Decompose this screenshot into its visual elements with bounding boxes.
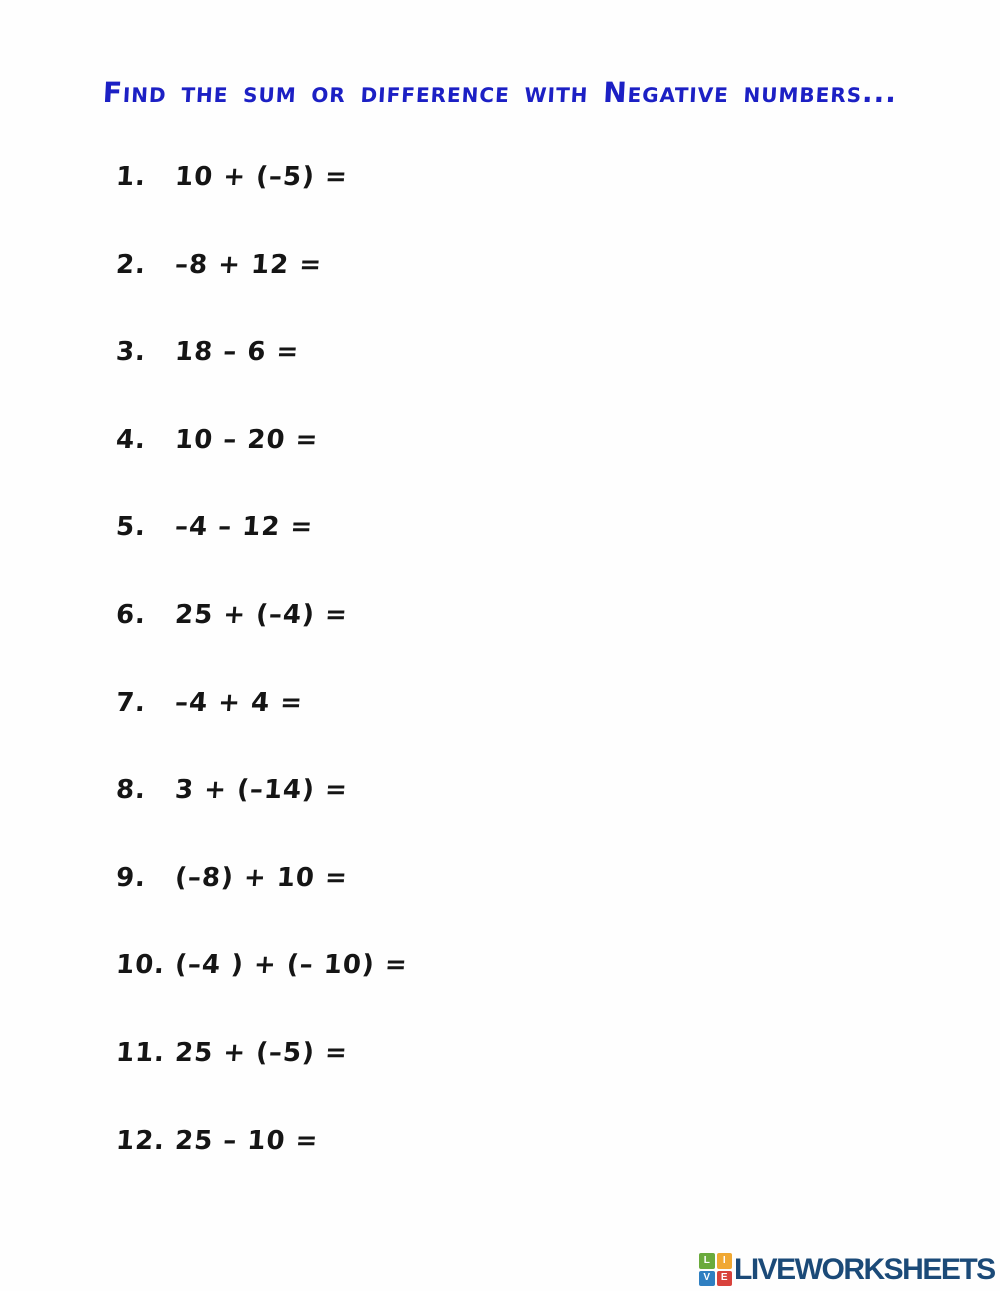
problem-expression: 18 – 6 = — [173, 337, 301, 368]
problem-number: 7. — [114, 687, 148, 718]
logo-tile-l: L — [699, 1253, 715, 1269]
problem-number: 2. — [114, 249, 148, 280]
problem-expression: 10 + (–5) = — [173, 162, 349, 192]
problem-expression: 25 + (–5) = — [173, 1037, 349, 1068]
problem-expression: (–4 ) + (– 10) = — [173, 950, 409, 981]
problem-row-2 — [0, 249, 1000, 280]
logo-tile-e: E — [717, 1271, 733, 1287]
problem-expression: 3 + (–14) = — [173, 775, 349, 806]
problem-number: 9. — [114, 862, 148, 893]
problem-number: 12. — [114, 1125, 167, 1156]
problem-expression: –8 + 12 = — [173, 249, 324, 280]
problem-number: 3. — [114, 337, 148, 368]
problem-number: 4. — [114, 424, 148, 455]
problem-row-1 — [0, 164, 1000, 191]
problem-row-11 — [0, 1037, 1000, 1068]
problem-row-3 — [0, 339, 1000, 366]
problem-row-8 — [0, 777, 1000, 804]
liveworksheets-logo-icon — [699, 1253, 732, 1286]
problem-row-4 — [0, 424, 1000, 455]
problem-number: 10. — [114, 950, 167, 981]
problem-number: 6. — [114, 599, 148, 630]
worksheet-title: Find the sum or difference with Negative numbers... — [101, 76, 899, 109]
problem-expression: (–8) + 10 = — [173, 862, 349, 893]
problem-expression: –4 – 12 = — [173, 512, 315, 543]
liveworksheets-brand-link[interactable] — [699, 1253, 995, 1286]
problem-row-10 — [0, 952, 1000, 979]
problem-number: 5. — [114, 512, 148, 543]
problem-expression: 25 – 10 = — [173, 1125, 320, 1156]
problem-row-7 — [0, 687, 1000, 718]
problem-row-6 — [0, 599, 1000, 630]
problem-row-5 — [0, 514, 1000, 541]
problem-expression: –4 + 4 = — [173, 687, 305, 718]
problem-list — [0, 164, 1000, 1155]
problem-row-12 — [0, 1125, 1000, 1156]
liveworksheets-wordmark: LIVEWORKSHEETS — [734, 1253, 995, 1286]
problem-number: 8. — [114, 775, 148, 806]
problem-number: 1. — [114, 162, 148, 192]
problem-expression: 25 + (–4) = — [173, 599, 349, 630]
problem-row-9 — [0, 862, 1000, 893]
problem-number: 11. — [114, 1037, 167, 1068]
logo-tile-i: I — [717, 1253, 733, 1269]
problem-expression: 10 – 20 = — [173, 424, 320, 455]
logo-tile-v: V — [699, 1271, 715, 1287]
